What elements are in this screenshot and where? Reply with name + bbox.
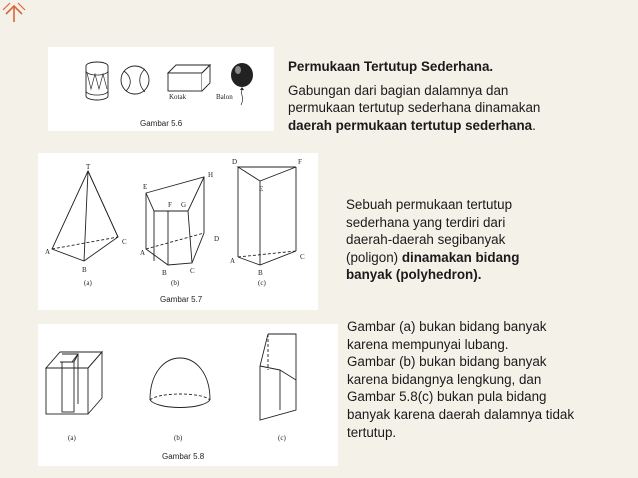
vertex-label: (b) <box>174 434 183 442</box>
vertex-label: B <box>258 269 263 277</box>
pyramid-a <box>52 171 118 261</box>
figure-5-6-panel <box>48 47 274 131</box>
prism-c <box>238 167 296 265</box>
ball-illustration <box>121 66 149 94</box>
vertex-label: C <box>122 238 127 246</box>
figure-5-7-caption: Gambar 5.7 <box>160 295 203 304</box>
vertex-label: A <box>140 249 146 257</box>
vertex-label: (c) <box>278 434 286 442</box>
vertex-label: E <box>259 185 264 193</box>
corner-arrow-decoration <box>0 0 30 28</box>
vertex-label: A <box>45 248 51 256</box>
vertex-label: G <box>181 201 187 209</box>
vertex-label: B <box>162 269 167 277</box>
label-balon: Balon <box>216 93 233 101</box>
polyhedron-definition: Sebuah permukaan tertutup sederhana yang terdiri dari daerah-daerah segibanyak (poligon) dinamakan bidang banyak (polyhedron). <box>346 197 520 283</box>
box-illustration <box>168 65 210 91</box>
figure-5-7-panel <box>38 153 318 310</box>
vertex-label: D <box>232 158 238 166</box>
figure-5-8-caption: Gambar 5.8 <box>162 452 205 461</box>
vertex-label: F <box>298 158 302 166</box>
figure-5-7-drawing <box>38 153 318 310</box>
figure-5-8-drawing <box>38 324 338 466</box>
drum-illustration <box>86 62 108 100</box>
vertex-label: A <box>230 257 236 265</box>
vertex-label: (b) <box>171 279 180 287</box>
block-with-hole-a <box>46 352 102 414</box>
open-surface-c <box>260 334 296 420</box>
section-title: Permukaan Tertutup Sederhana. <box>288 59 494 74</box>
vertex-label: C <box>190 267 195 275</box>
figure-5-8-panel <box>38 324 338 466</box>
vertex-label: E <box>143 183 148 191</box>
vertex-label: D <box>214 235 220 243</box>
prism-b <box>146 177 204 265</box>
figure-5-6-caption: Gambar 5.6 <box>140 119 183 128</box>
vertex-label: B <box>82 266 87 274</box>
paragraph-1: Gabungan dari bagian dalamnya dan permukaan tertutup sederhana dinamakan daerah permukaan tertutup sederhana. <box>288 82 541 133</box>
figure-5-8-explanation: Gambar (a) bukan bidang banyak karena mempunyai lubang. Gambar (b) bukan bidang banyak karena bidangnya lengkung, dan Gambar 5.8(c) bukan pula bidang banyak karena daerah dalamnya tidak tertutup. <box>347 319 575 440</box>
vertex-label: T <box>86 163 91 171</box>
balloon-illustration <box>231 63 253 105</box>
intro-text-block <box>288 58 633 134</box>
vertex-label: F <box>168 201 172 209</box>
vertex-label: (a) <box>68 434 76 442</box>
vertex-label: (a) <box>84 279 92 287</box>
vertex-label: (c) <box>258 279 266 287</box>
vertex-label: C <box>300 253 305 261</box>
dome-b <box>150 358 210 408</box>
vertex-label: H <box>208 171 214 179</box>
label-kotak: Kotak <box>169 93 187 101</box>
